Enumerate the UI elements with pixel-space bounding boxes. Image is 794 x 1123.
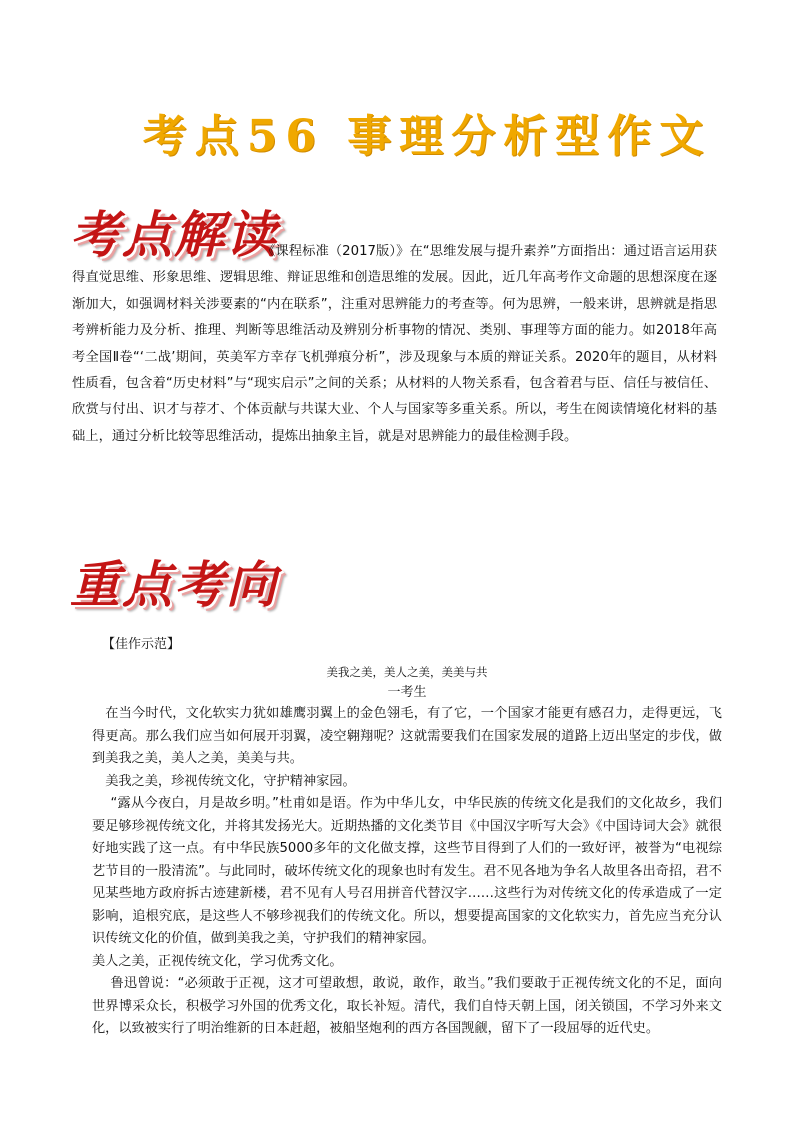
essay-paragraph: 美人之美，正视传统文化，学习优秀文化。 xyxy=(92,953,343,969)
section-heading-focus: 重点考向 xyxy=(70,555,278,614)
essay-author: 一考生 xyxy=(387,685,427,700)
essay-paragraph: 美我之美，珍视传统文化，守护精神家园。 xyxy=(105,773,356,789)
section-heading-analysis: 考点解读 xyxy=(70,205,278,264)
intro-paragraph xyxy=(72,239,717,450)
essay-paragraph: “露从今夜白，月是故乡明。”杜甫如是语。作为中华儿女，中华民族的传统文化是我们的文化故乡，我们要足够珍视传统文化，并将其发扬光大。近期热播的文化类节目《中国汉字听写大会》《中国诗词大会》就很好地实践了这一点。有中华民族5000多年的文化做支撑，这些节目得到了人们的一致好评，被誉为“电视综艺节目的一股清流”。与此同时，破坏传统文化的现象也时有发生。君不见各地为争名人故里各出奇招，君不见某些地方政府拆古迹建新楼，君不见有人号召用拼音代替汉字……这些行为对传统文化的传承造成了一定影响，追根究底，是这些人不够珍视我们的传统文化。所以，想要提高国家的文化软实力，首先应当充分认识传统文化的价值，做到美我之美，守护我们的精神家园。 xyxy=(92,796,722,946)
essay-title: 美我之美，美人之美，美美与共 xyxy=(326,665,488,679)
sample-essay xyxy=(92,633,722,1041)
intro-text: 《课程标准（2017版）》在“思维发展与提升素养”方面指出：通过语言运用获得直觉思维、形象思维、逻辑思维、辩证思维和创造思维的发展。因此，近几年高考作文命题的思想深度在逐渐加大，如强调材料关涉要素的“内在联系”，注重对思辨能力的考查等。何为思辨，一般来讲，思辨就是指思考辨析能力及分析、推理、判断等思维活动及辨别分析事物的情况、类别、事理等方面的能力。如2018年高考全国Ⅱ卷“‘二战’期间，英美军方幸存飞机弹痕分析”，涉及现象与本质的辩证关系。2020年的题目，从材料性质看，包含着“历史材料”与“现实启示”之间的关系；从材料的人物关系看，包含着君与臣、信任与被信任、欣赏与付出、识才与荐才、个体贡献与共谋大业、个人与国家等多重关系。所以，考生在阅读情境化材料的基础上，通过分析比较等思维活动，提炼出抽象主旨，就是对思辨能力的最佳检测手段。 xyxy=(72,244,717,444)
essay-paragraph: 在当今时代，文化软实力犹如雄鹰羽翼上的金色翎毛，有了它，一个国家才能更有感召力，走得更远，飞得更高。那么我们应当如何展开羽翼，凌空翱翔呢？这就需要我们在国家发展的道路上迈出坚定的步伐，做到美我之美，美人之美，美美与共。 xyxy=(92,706,722,766)
page-title: 考点56 事理分析型作文 xyxy=(142,111,712,162)
sample-label: 【佳作示范】 xyxy=(102,637,181,652)
essay-paragraph: 鲁迅曾说：“必须敢于正视，这才可望敢想，敢说，敢作，敢当。”我们要敢于正视传统文化的不足，面向世界博采众长，积极学习外国的优秀文化，取长补短。清代，我们自恃天朝上国，闭关锁国，不学习外来文化，以致被实行了明治维新的日本赶超，被船坚炮利的西方各国觊觎，留下了一段屈辱的近代史。 xyxy=(92,976,722,1036)
